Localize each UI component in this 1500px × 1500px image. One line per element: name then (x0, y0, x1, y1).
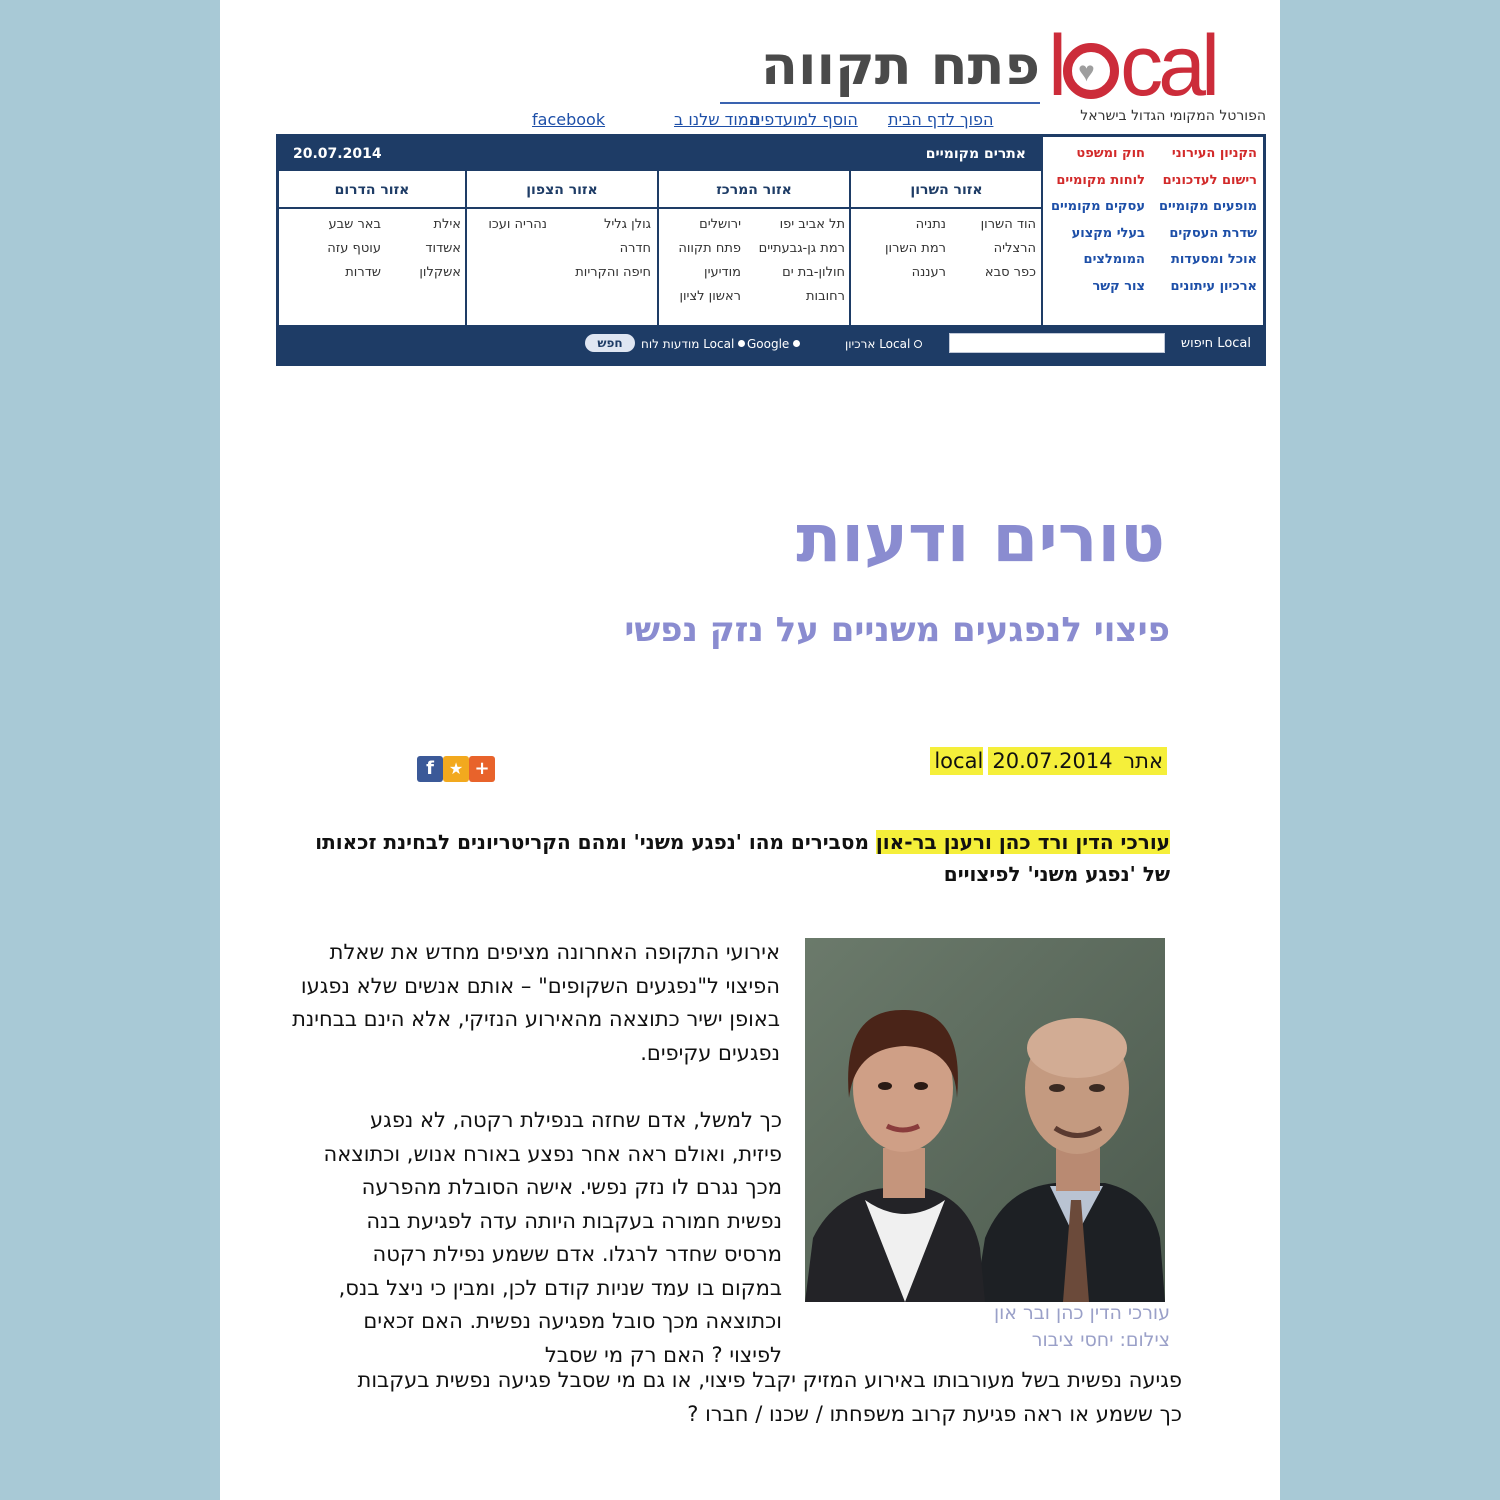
facebook-link[interactable]: facebook (532, 110, 606, 129)
radio-selected-icon[interactable] (914, 340, 922, 348)
region-north (467, 171, 659, 327)
search-option-classifieds[interactable]: מודעות לוח Local (641, 337, 749, 351)
heart-icon (1063, 43, 1119, 99)
paragraph-2: כך למשל, אדם שחזה בנפילת רקטה, לא נפגע פיזית, ואולם ראה אחר נפצע באורח אנוש, וכתוצאה מכך נגרם לו נזק נפשי. אישה הסובלת מהפרעה נפשית חמורה בעקבות היותה עדה לפגיעת בנה מרסיס שחדר לרגלו. אדם ששמע נפילת רקטה במקום בו עמד שניות קודם לכן, ומבין כי ניצל בנס, וכתוצאה מכך סובל מפגיעה נפשית. האם זכאים לפיצוי ? האם רק מי שסבל (323, 1108, 782, 1367)
portal-date: 20.07.2014 (293, 146, 382, 162)
search-input[interactable] (949, 333, 1165, 353)
article-subtitle: פיצוי לנפגעים משניים על נזק נפשי (624, 610, 1170, 650)
logo-tagline: הפורטל המקומי הגדול בישראל (1080, 108, 1266, 124)
region-title[interactable]: אזור המרכז (659, 171, 849, 209)
local-logo[interactable]: l♥ cal (1048, 24, 1268, 108)
article-lead (300, 826, 1170, 890)
region-links[interactable]: באר שבע עוטף עזה שדרות (327, 217, 381, 280)
region-links[interactable]: הוד השרון הרצליה כפר סבא (980, 217, 1036, 280)
search-option-google[interactable]: Google (747, 337, 804, 351)
radio-icon[interactable] (793, 340, 800, 347)
scanned-page (220, 0, 1280, 1500)
favorite-star-icon[interactable]: ★ (443, 756, 469, 782)
lawyers-photo (805, 938, 1165, 1302)
article-date: 20.07.2014 (988, 747, 1116, 775)
region-center (659, 171, 851, 327)
source-label: אתר local (930, 747, 1167, 775)
search-option-archive[interactable]: ארכיון Local (845, 337, 926, 351)
paragraph-1: אירועי התקופה האחרונה מציפים מחדש את שאלת הפיצוי ל"נפגעים השקופים" – אותם אנשים שלא נפגעו באופן ישיר כתוצאה מהאירוע הנזיקי, אלא הינם בבחינת נפגעים עקיפים. (292, 940, 780, 1065)
facebook-share-icon[interactable]: f (417, 756, 443, 782)
search-label: חיפוש Local (1180, 336, 1251, 351)
region-title[interactable]: אזור הדרום (279, 171, 465, 209)
radio-icon[interactable] (738, 340, 745, 347)
section-title: טורים ודעות (796, 500, 1165, 577)
lead-highlight: עורכי הדין ורד כהן ורענן בר-און (875, 830, 1170, 854)
lead-text: מסבירים מהו 'נפגע משני' ומהם הקריטריונים לבחינת זכאותו של 'נפגע משני' לפיצויים (315, 830, 1170, 886)
portal-search-bar (279, 325, 1263, 363)
caption-credit: צילום: יחסי ציבור (1031, 1329, 1170, 1351)
portal-navigation (276, 134, 1266, 366)
region-links[interactable]: נתניה רמת השרון רעננה (885, 217, 946, 280)
portal-side-menu (1041, 137, 1263, 327)
share-buttons (417, 756, 495, 782)
region-links[interactable]: נהריה ועכו (488, 217, 547, 232)
paragraph-2-continued: פגיעה נפשית בשל מעורבותו באירוע המזיק יקבל פיצוי, או גם מי שסבל פגיעה נפשית בעקבות כך ששמע או ראה פגיעת קרוב משפחתו / שכנו / חברו ? (357, 1368, 1182, 1426)
region-links[interactable]: תל אביב יפו רמת גן-גבעתיים חולון-בת ים רחובות (758, 217, 845, 304)
region-title[interactable]: אזור השרון (851, 171, 1042, 209)
photo-caption (805, 1300, 1170, 1354)
caption-names: עורכי הדין כהן ובר און (993, 1302, 1170, 1324)
region-sharon (851, 171, 1044, 327)
region-title[interactable]: אזור הצפון (467, 171, 657, 209)
set-homepage-link[interactable]: הפוך לדף הבית (888, 110, 994, 129)
menu-column[interactable]: הקניון העירוני רישום לעדכונים מופעים מקומיים שדרת העסקים אוכל ומסעדות ארכיון עיתונים (1158, 146, 1257, 294)
portal-heading: אתרים מקומיים (925, 146, 1026, 162)
city-title: פתח תקווה (720, 34, 1040, 104)
lawyers-portrait-image (805, 938, 1165, 1302)
add-favorites-link[interactable]: הוסף למועדפים (750, 110, 858, 129)
region-links[interactable]: גולן גליל חדרה חיפה והקריות (575, 217, 651, 280)
region-south (279, 171, 467, 327)
portal-header (279, 137, 1044, 171)
search-button[interactable]: חפש (585, 334, 635, 352)
our-page-link[interactable]: המוד שלנו ב (674, 110, 760, 129)
region-links[interactable]: אילת אשדוד אשקלון (419, 217, 461, 280)
plus-share-icon[interactable]: + (469, 756, 495, 782)
source-date-line (920, 747, 1167, 781)
menu-column[interactable]: חוק ומשפט לוחות מקומיים עסקים מקומיים בעלי מקצוע המומלצים צור קשר (1050, 146, 1145, 294)
region-links[interactable]: ירושלים פתח תקווה מודיעין ראשון לציון (678, 217, 741, 304)
